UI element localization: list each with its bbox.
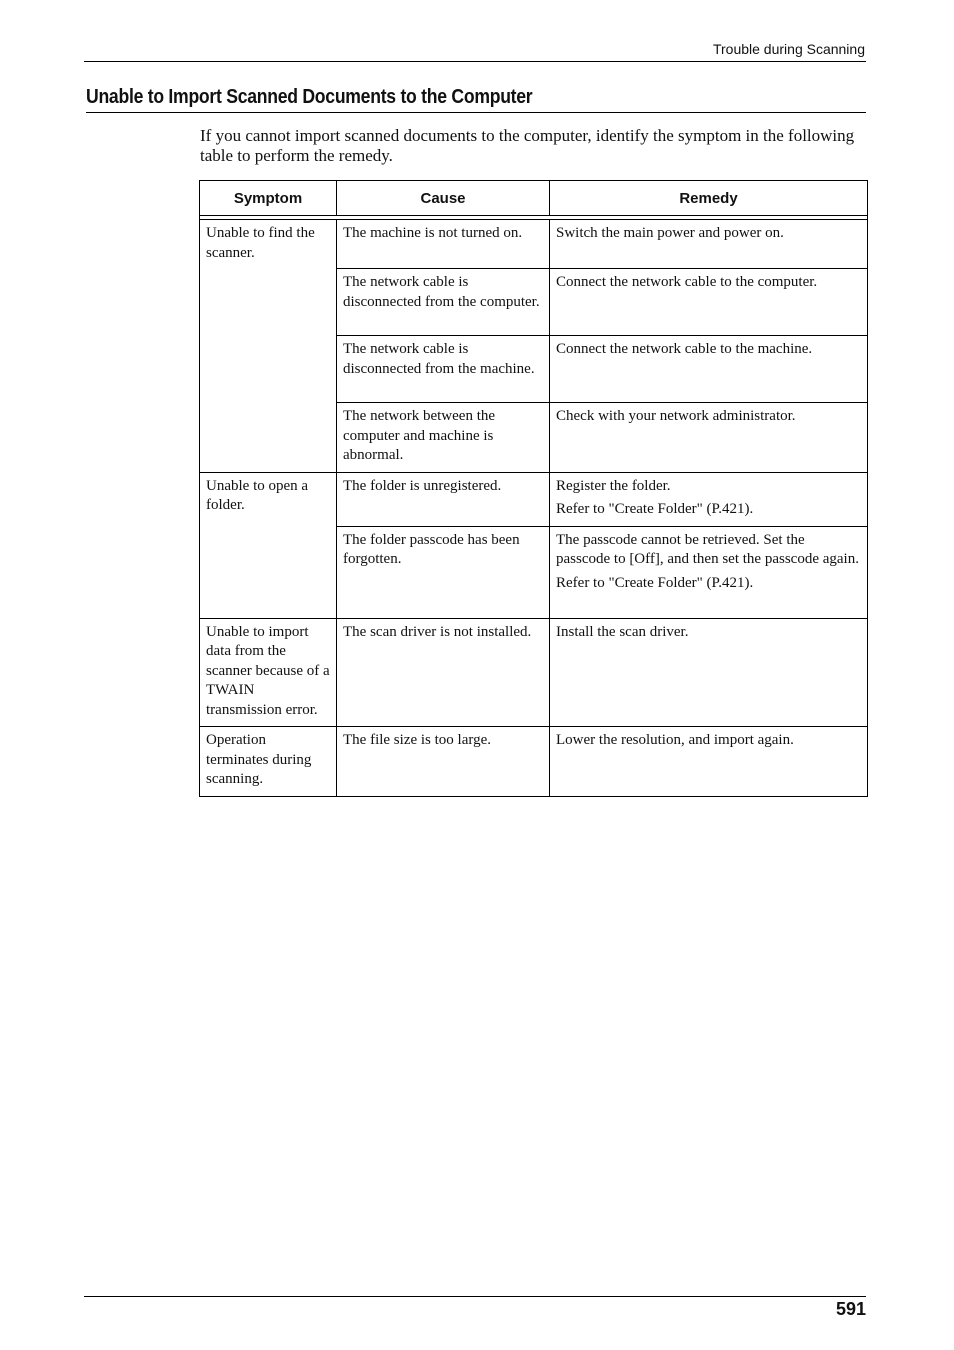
cause-cell: The folder passcode has been forgotten. xyxy=(337,526,550,618)
remedy-text: Switch the main power and power on. xyxy=(556,225,784,241)
remedy-reference: Refer to "Create Folder" (P.421). xyxy=(556,574,754,591)
remedy-cell xyxy=(550,526,868,618)
cause-cell: The network cable is disconnected from the computer. xyxy=(337,269,550,336)
remedy-text: Check with your network administrator. xyxy=(556,408,796,424)
running-header: Trouble during Scanning xyxy=(712,41,865,57)
remedy-cell xyxy=(550,472,868,526)
footer-divider xyxy=(84,1296,866,1297)
cause-cell: The file size is too large. xyxy=(337,727,550,797)
table-row xyxy=(200,618,868,727)
remedy-text: Lower the resolution, and import again. xyxy=(556,732,794,748)
symptom-cell: Unable to import data from the scanner because of a TWAIN transmission error. xyxy=(200,618,337,727)
remedy-text: Connect the network cable to the machine. xyxy=(556,341,813,357)
table-header-row xyxy=(200,181,868,216)
symptom-table xyxy=(199,180,868,797)
cause-cell: The scan driver is not installed. xyxy=(337,618,550,727)
remedy-cell xyxy=(550,727,868,797)
remedy-text: Register the folder. xyxy=(556,477,671,494)
title-underline xyxy=(86,112,866,113)
cause-cell: The folder is unregistered. xyxy=(337,472,550,526)
symptom-cell: Operation terminates during scanning. xyxy=(200,727,337,797)
header-remedy: Remedy xyxy=(550,181,868,216)
remedy-cell xyxy=(550,336,868,403)
symptom-cell: Unable to open a folder. xyxy=(200,472,337,618)
table-row xyxy=(200,727,868,797)
table-row xyxy=(200,472,868,526)
table-row xyxy=(200,220,868,269)
remedy-text: Install the scan driver. xyxy=(556,623,689,640)
cause-cell: The machine is not turned on. xyxy=(337,220,550,269)
header-cause: Cause xyxy=(337,181,550,216)
page-number: 591 xyxy=(835,1299,866,1319)
remedy-cell xyxy=(550,220,868,269)
remedy-cell xyxy=(550,269,868,336)
section-title: Unable to Import Scanned Documents to the Computer xyxy=(86,86,533,108)
remedy-cell xyxy=(550,618,868,727)
cause-cell: The network between the computer and machine is abnormal. xyxy=(337,403,550,473)
remedy-text: The passcode cannot be retrieved. Set the passcode to [Off], and then set the passcode again. xyxy=(556,531,859,567)
header-divider xyxy=(84,61,866,62)
header-symptom: Symptom xyxy=(200,181,337,216)
remedy-reference: Refer to "Create Folder" (P.421). xyxy=(556,501,754,517)
cause-cell: The network cable is disconnected from the machine. xyxy=(337,336,550,403)
intro-paragraph: If you cannot import scanned documents to the computer, identify the symptom in the following table to perform the remedy. xyxy=(200,126,855,165)
remedy-text: Connect the network cable to the computer. xyxy=(556,274,818,290)
remedy-cell xyxy=(550,403,868,473)
symptom-cell: Unable to find the scanner. xyxy=(200,220,337,473)
